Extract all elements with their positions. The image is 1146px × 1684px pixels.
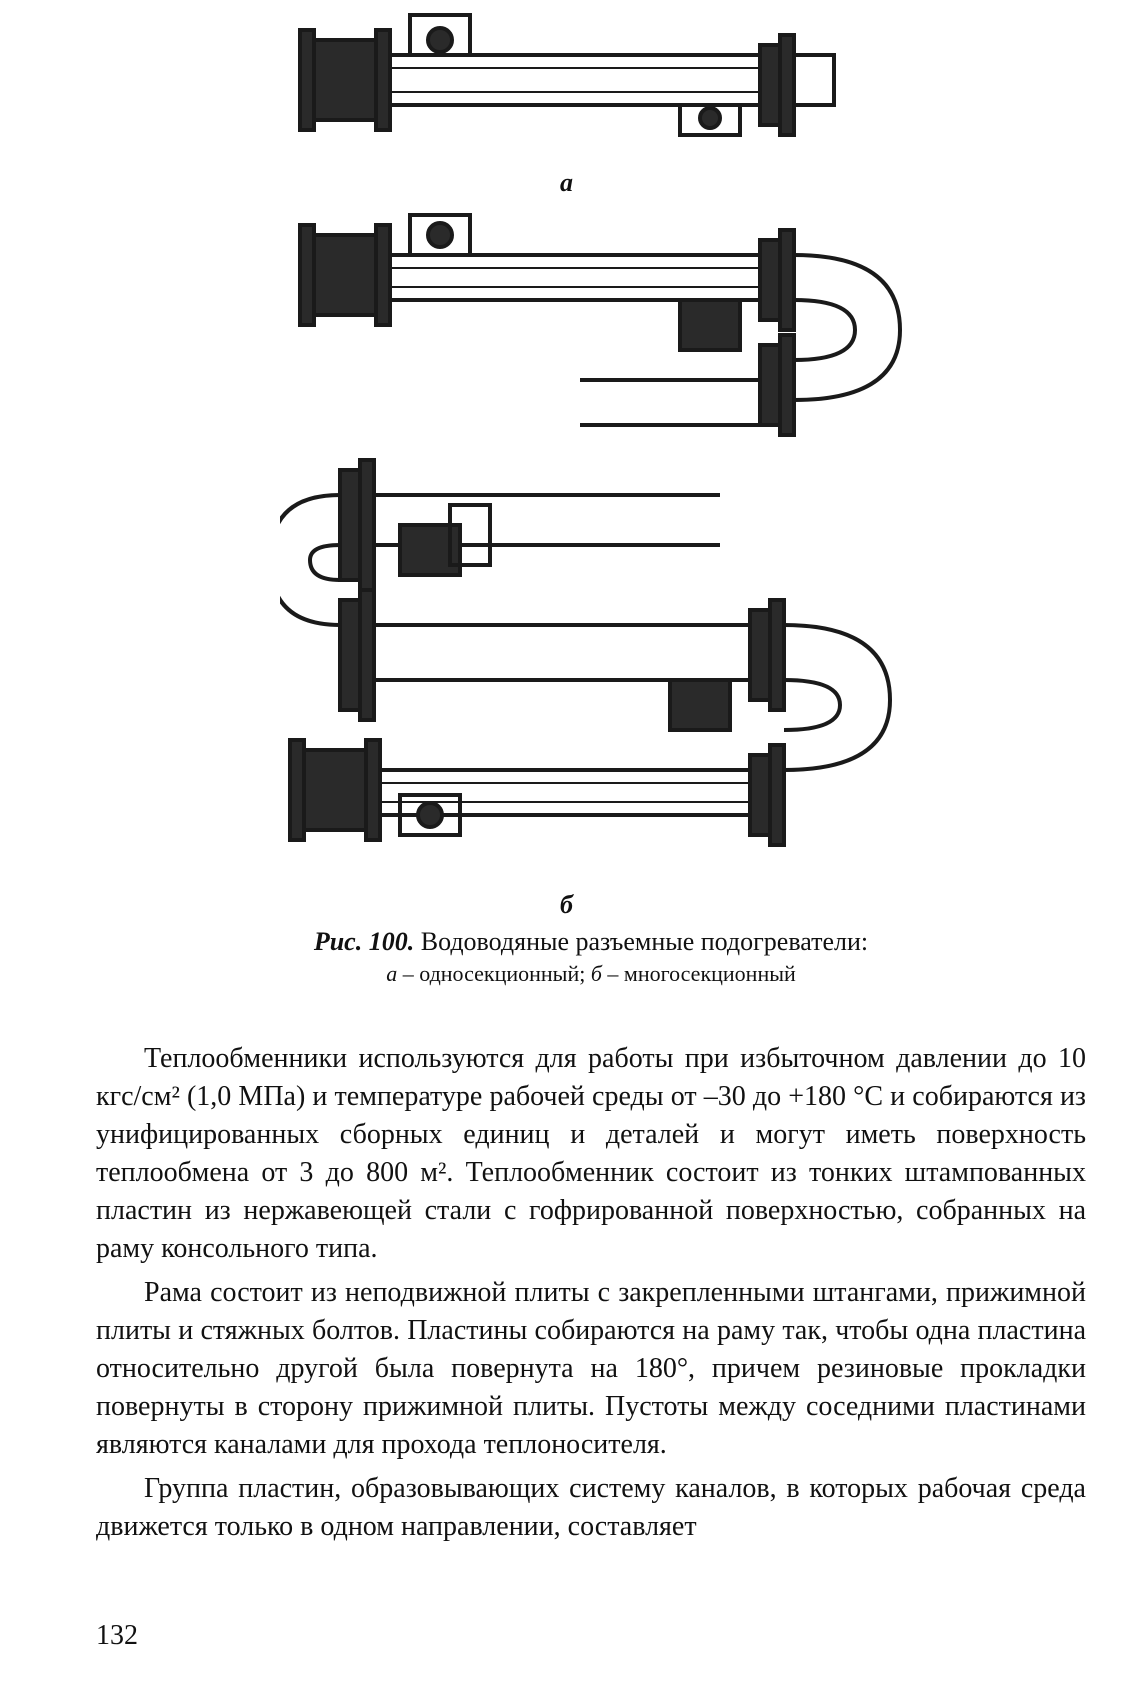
caption-a-text: – односекционный; xyxy=(397,961,591,986)
caption-a-letter: а xyxy=(386,961,398,986)
caption-title: Водоводяные разъемные подогреватели: xyxy=(420,927,869,956)
paragraph-1: Теплообменники используются для работы при избыточном давлении до 10 кгс/см² (1,0 МПа) и температуре рабочей среды от –30 до +180 °С и собираются из унифицированных сборных единиц и деталей и могут иметь поверхность теплообмена от 3 до 800 м². Теплообменник состоит из тонких штампованных пластин из нержавеющей стали с гофрированной поверхностью, собранных на раму консольного типа. xyxy=(96,1043,1086,1264)
heater-drawings xyxy=(280,0,940,930)
page-number: 132 xyxy=(96,1620,138,1651)
body-text xyxy=(96,1040,1086,1552)
caption-b-text: – многосекционный xyxy=(601,961,796,986)
figure-label-a: а xyxy=(560,168,573,197)
caption-b-letter: б xyxy=(590,961,602,986)
figure-label-b: б xyxy=(560,890,573,919)
caption-number: Рис. 100. xyxy=(313,927,415,956)
figure-caption xyxy=(96,925,1086,989)
figure-heaters xyxy=(280,0,940,930)
paragraph-3: Группа пластин, образовывающих систему каналов, в которых рабочая среда движется только в одном направлении, составляет xyxy=(96,1473,1086,1542)
paragraph-2: Рама состоит из неподвижной плиты с закрепленными штангами, прижимной плиты и стяжных болтов. Пластины собираются на раму так, чтобы одна пластина относительно другой была повернута на 180°, причем резиновые прокладки повернуты в сторону прижимной плиты. Пустоты между соседними пластинами являются каналами для прохода теплоносителя. xyxy=(96,1277,1086,1460)
